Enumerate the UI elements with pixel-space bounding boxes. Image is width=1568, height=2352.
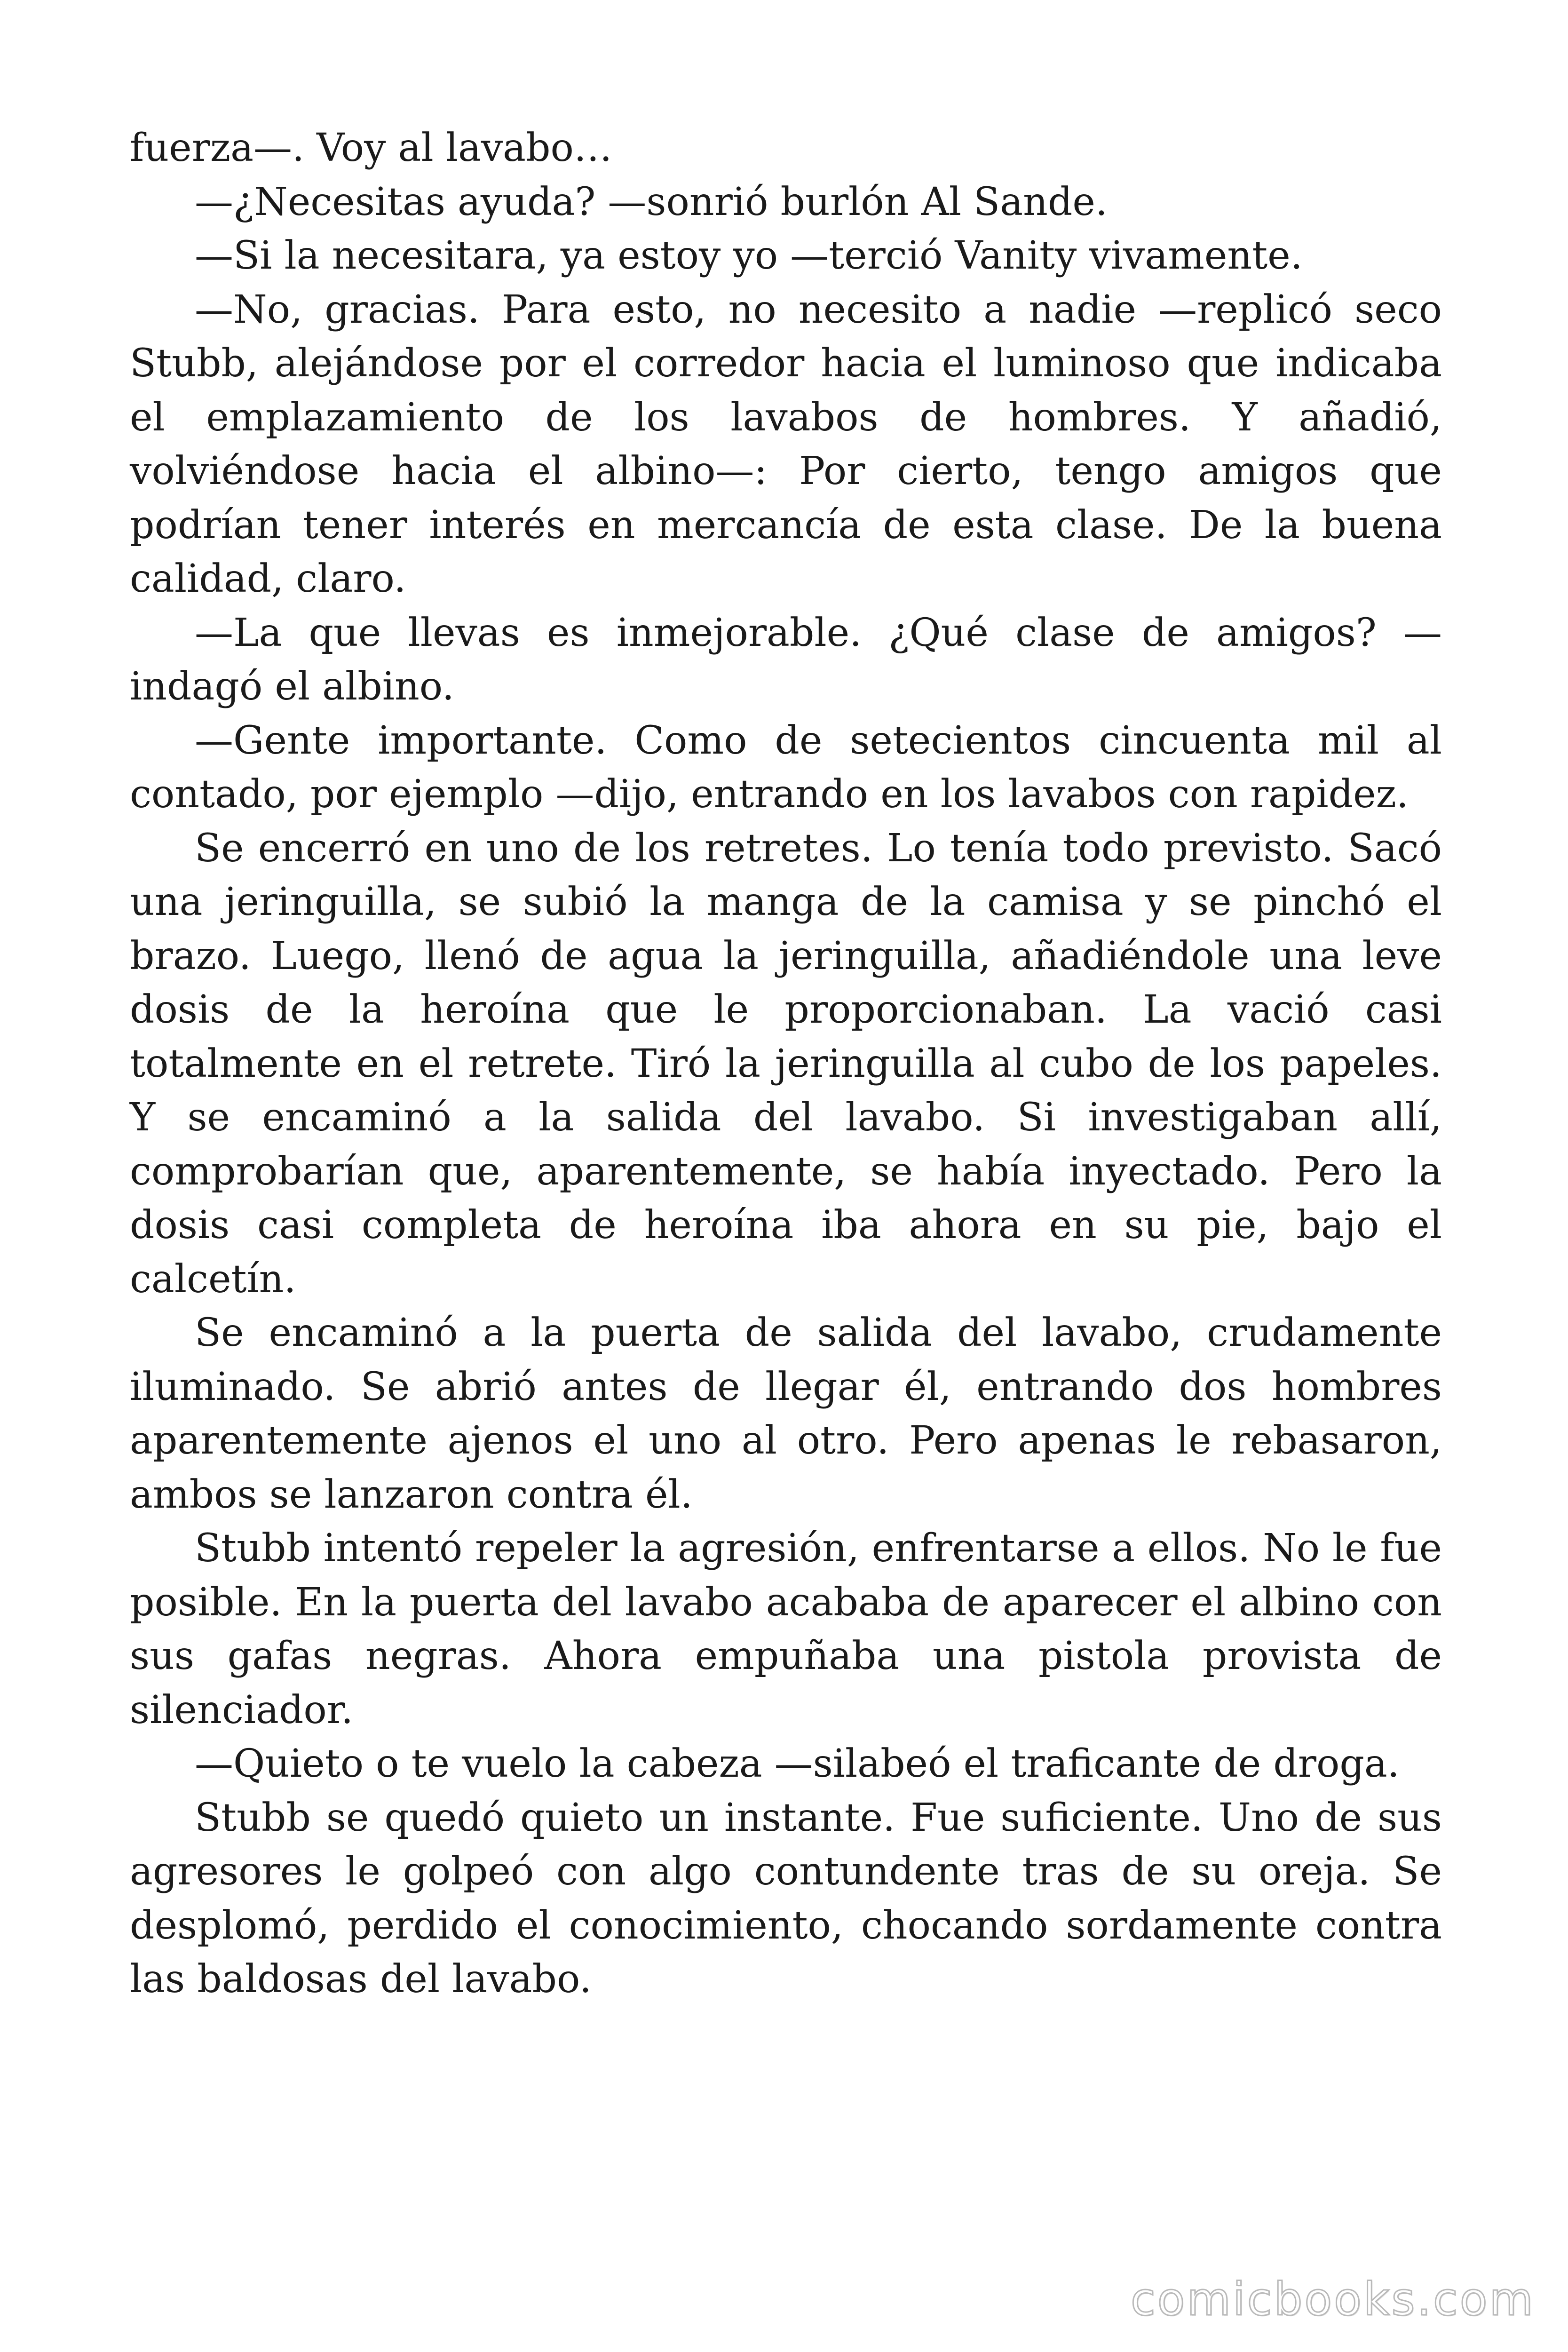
body-text — [130, 121, 1442, 2007]
paragraph: —La que llevas es inmejorable. ¿Qué clase de amigos? —indagó el albino. — [130, 610, 1442, 709]
paragraph: fuerza—. Voy al lavabo… — [130, 126, 612, 170]
paragraph: Se encaminó a la puerta de salida del lavabo, crudamente iluminado. Se abrió antes de llegar él, entrando dos hombres aparentemente ajenos el uno al otro. Pero apenas le rebasaron, ambos se lanzaron contra él. — [130, 1311, 1442, 1517]
paragraph: Stubb se quedó quieto un instante. Fue suficiente. Uno de sus agresores le golpeó con algo contundente tras de su oreja. Se desplomó, perdido el conocimiento, chocando sordamente contra las baldosas del lavabo. — [130, 1795, 1442, 2002]
paragraph: Stubb intentó repeler la agresión, enfrentarse a ellos. No le fue posible. En la puerta del lavabo acababa de aparecer el albino con sus gafas negras. Ahora empuñaba una pistola provista de silenciador. — [130, 1526, 1442, 1732]
watermark-logo: comicbooks.com — [1130, 2273, 1535, 2326]
paragraph: Se encerró en uno de los retretes. Lo tenía todo previsto. Sacó una jeringuilla, se subió la manga de la camisa y se pinchó el brazo. Luego, llenó de agua la jeringuilla, añadiéndole una leve dosis de la heroína que le proporcionaban. La vació casi totalmente en el retrete. Tiró la jeringuilla al cubo de los papeles. Y se encaminó a la salida del lavabo. Si investigaban allí, comprobarían que, aparentemente, se había inyectado. Pero la dosis casi completa de heroína iba ahora en su pie, bajo el calcetín. — [130, 826, 1442, 1302]
paragraph: —Quieto o te vuelo la cabeza —silabeó el traficante de droga. — [195, 1741, 1400, 1786]
paragraph: —No, gracias. Para esto, no necesito a nadie —replicó seco Stubb, alejándose por el corredor hacia el luminoso que indicaba el emplazamiento de los lavabos de hombres. Y añadió, volviéndose hacia el albino—: Por cierto, tengo amigos que podrían tener interés en mercancía de esta clase. De la buena calidad, claro. — [130, 287, 1442, 601]
paragraph: —Gente importante. Como de setecientos cincuenta mil al contado, por ejemplo —dijo, entrando en los lavabos con rapidez. — [130, 718, 1442, 817]
paragraph: —¿Necesitas ayuda? —sonrió burlón Al Sande. — [195, 179, 1108, 224]
paragraph: —Si la necesitara, ya estoy yo —terció Vanity vivamente. — [195, 233, 1303, 278]
